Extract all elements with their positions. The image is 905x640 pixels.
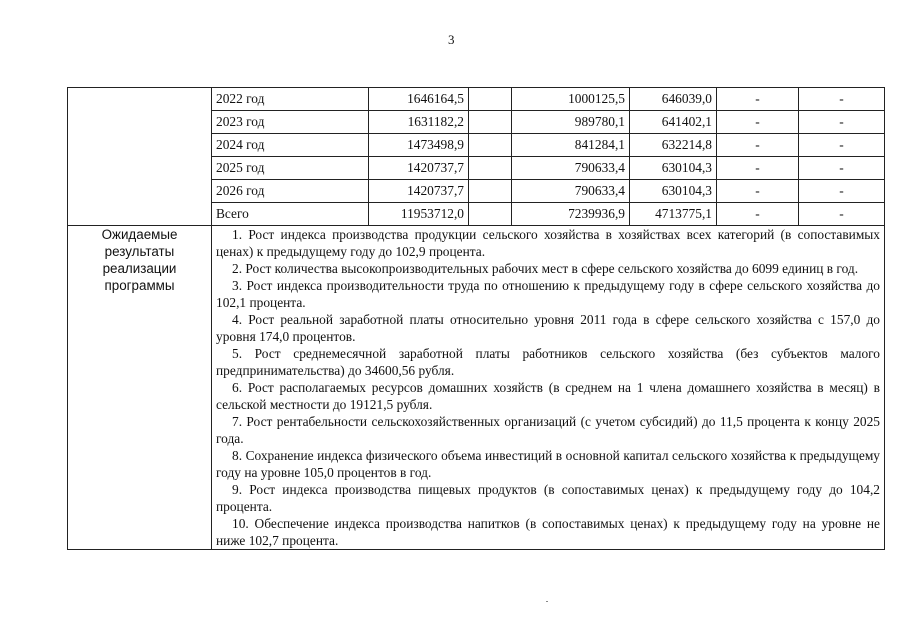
amount-cell: 989780,1: [512, 111, 630, 134]
amount-cell: 790633,4: [512, 157, 630, 180]
dash-cell: -: [717, 111, 799, 134]
empty-cell: [469, 203, 512, 226]
amount-cell: 630104,3: [630, 157, 717, 180]
result-item: 1. Рост индекса производства продукции сельского хозяйства в хозяйствах всех категорий (в сопоставимых ценах) к предыдущему году до 102,9 процента.: [216, 227, 880, 259]
amount-cell: 641402,1: [630, 111, 717, 134]
expected-results-row: [68, 226, 885, 550]
dash-cell: -: [717, 203, 799, 226]
empty-cell: [469, 180, 512, 203]
amount-cell: 4713775,1: [630, 203, 717, 226]
total-cell: 1420737,7: [369, 180, 469, 203]
result-item: 7. Рост рентабельности сельскохозяйственных организаций (с учетом субсидий) до 11,5 процента к концу 2025 года.: [216, 414, 880, 446]
empty-cell: [469, 157, 512, 180]
dash-cell: -: [799, 157, 885, 180]
dash-cell: -: [799, 111, 885, 134]
result-item: 10. Обеспечение индекса производства напитков (в сопоставимых ценах) к предыдущему году на уровне не ниже 102,7 процента.: [216, 516, 880, 548]
program-passport-table: [67, 87, 885, 550]
total-cell: 1473498,9: [369, 134, 469, 157]
dash-cell: -: [799, 88, 885, 111]
amount-cell: 7239936,9: [512, 203, 630, 226]
result-item: 4. Рост реальной заработной платы относительно уровня 2011 года в сфере сельского хозяйства с 157,0 до уровня 174,0 процентов.: [216, 312, 880, 344]
empty-cell: [469, 134, 512, 157]
dash-cell: -: [717, 88, 799, 111]
total-cell: 1420737,7: [369, 157, 469, 180]
amount-cell: 841284,1: [512, 134, 630, 157]
dash-cell: -: [717, 157, 799, 180]
period-cell: 2026 год: [212, 180, 369, 203]
expected-results-label: Ожидаемые результаты реализации программы: [68, 226, 212, 550]
financing-label-cell: [68, 88, 212, 226]
period-cell: 2025 год: [212, 157, 369, 180]
amount-cell: 1000125,5: [512, 88, 630, 111]
amount-cell: 632214,8: [630, 134, 717, 157]
empty-cell: [469, 88, 512, 111]
page-number: 3: [448, 32, 455, 47]
dash-cell: -: [799, 134, 885, 157]
amount-cell: 646039,0: [630, 88, 717, 111]
total-cell: 1631182,2: [369, 111, 469, 134]
dash-cell: -: [717, 180, 799, 203]
amount-cell: 630104,3: [630, 180, 717, 203]
result-item: 5. Рост среднемесячной заработной платы работников сельского хозяйства (без субъектов малого предпринимательства) до 34600,56 рубля.: [216, 346, 880, 378]
result-item: 2. Рост количества высокопроизводительных рабочих мест в сфере сельского хозяйства до 6099 единиц в год.: [232, 261, 859, 276]
period-cell: Всего: [212, 203, 369, 226]
amount-cell: 790633,4: [512, 180, 630, 203]
scan-speck: [546, 601, 548, 602]
result-item: 8. Сохранение индекса физического объема инвестиций в основной капитал сельского хозяйства к предыдущему году на уровне 105,0 процентов в год.: [216, 448, 880, 480]
financing-row: [68, 88, 885, 111]
empty-cell: [469, 111, 512, 134]
period-cell: 2024 год: [212, 134, 369, 157]
period-cell: 2023 год: [212, 111, 369, 134]
dash-cell: -: [717, 134, 799, 157]
result-item: 9. Рост индекса производства пищевых продуктов (в сопоставимых ценах) к предыдущему году до 104,2 процента.: [216, 482, 880, 514]
result-item: 3. Рост индекса производительности труда по отношению к предыдущему году в сфере сельского хозяйства до 102,1 процента.: [216, 278, 880, 310]
total-cell: 11953712,0: [369, 203, 469, 226]
total-cell: 1646164,5: [369, 88, 469, 111]
period-cell: 2022 год: [212, 88, 369, 111]
expected-results-list: [212, 226, 885, 550]
financing-table-body: [68, 88, 885, 550]
dash-cell: -: [799, 180, 885, 203]
result-item: 6. Рост располагаемых ресурсов домашних хозяйств (в среднем на 1 члена домашнего хозяйства в месяц) в сельской местности до 19121,5 рубля.: [216, 380, 880, 412]
dash-cell: -: [799, 203, 885, 226]
